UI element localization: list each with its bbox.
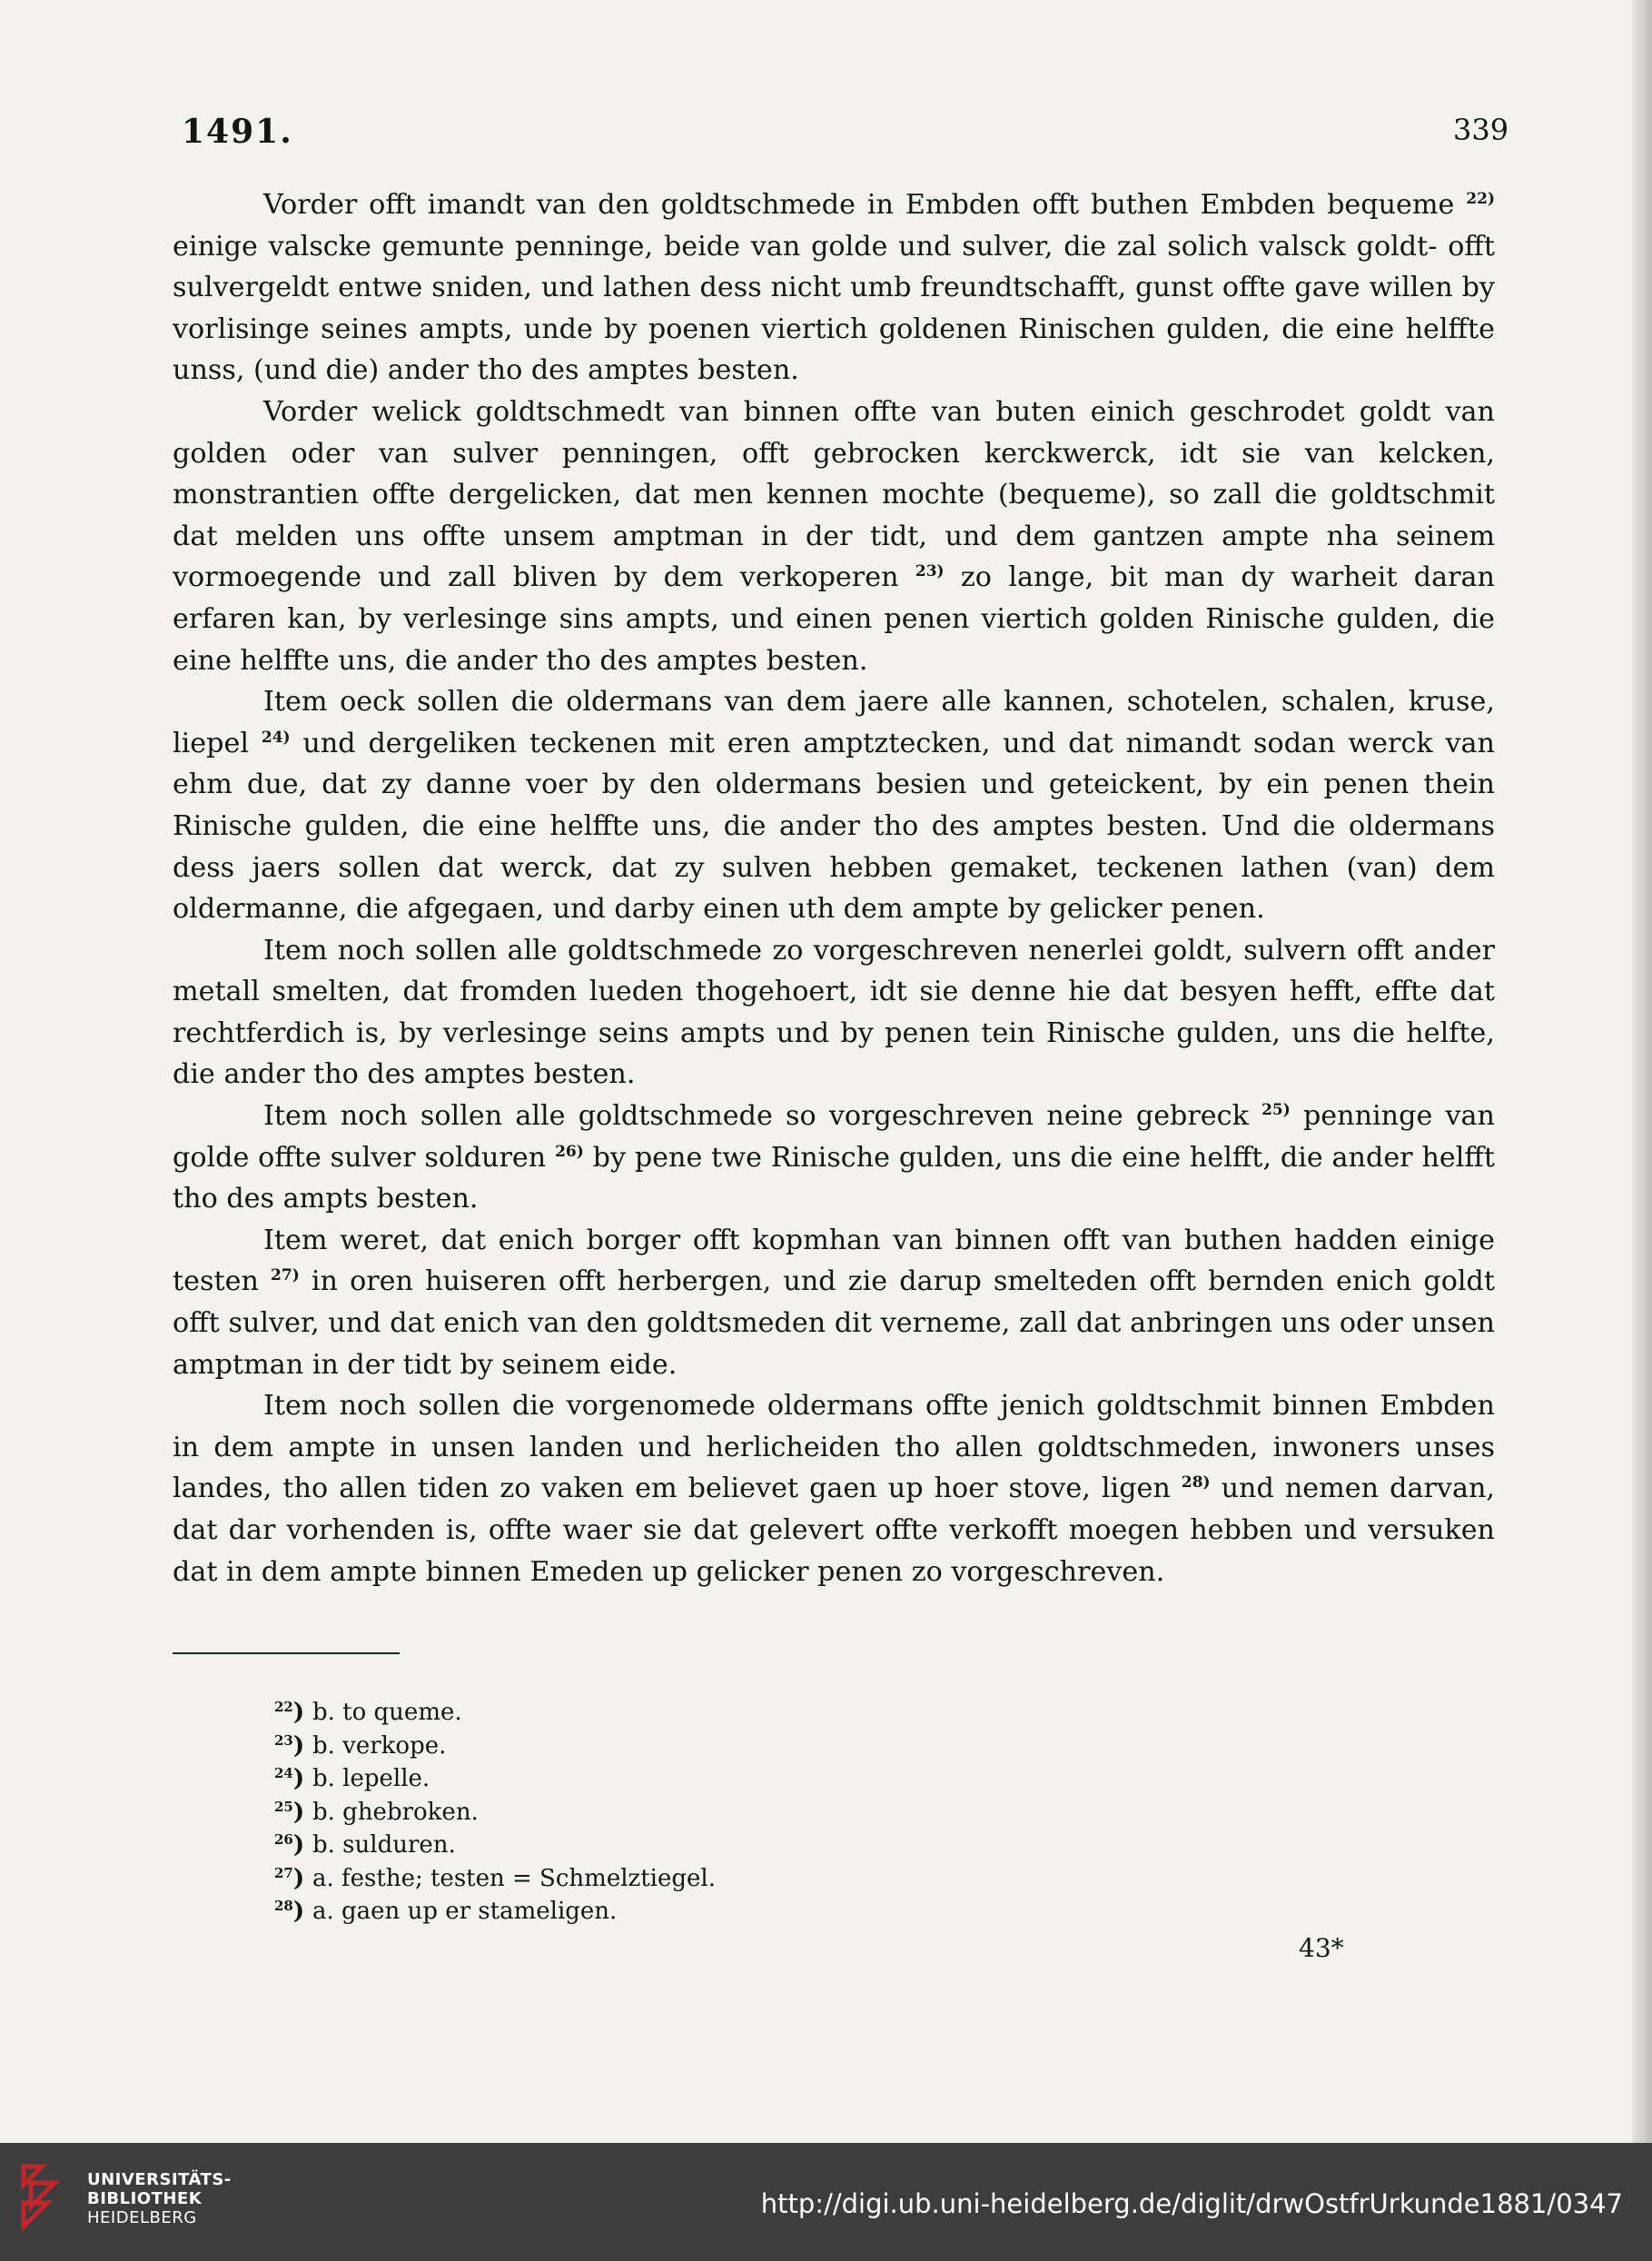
footnote-ref[interactable]: 25): [1261, 1101, 1291, 1120]
footnote-text: b. ghebroken.: [312, 1798, 479, 1826]
paragraph-text: Item noch sollen alle goldtschmede so vorgeschreven neine gebreck: [263, 1100, 1262, 1133]
paragraph-text: zo lange, bit man dy warheit daran erfaren kan, by verlesinge sins ampts, und einen penen viertich golden Rinische gulden, die eine helffte uns, die ander tho des amptes besten.: [173, 561, 1495, 677]
footnote-ref[interactable]: 24): [261, 728, 291, 747]
paragraph: [173, 1385, 1495, 1592]
paragraph-text: in oren huiseren offt herbergen, und zie darup smelteden offt bernden enich goldt offt sulver, und dat enich van den goldtsmeden dit verneme, zall dat anbringen uns oder unsen amptman in der tidt by seinem eide.: [173, 1265, 1495, 1381]
footer-bar: [0, 2143, 1652, 2261]
footnote-text: b. lepelle.: [312, 1765, 430, 1792]
footnote: [274, 1762, 716, 1796]
footnote-ref[interactable]: 23): [915, 562, 945, 581]
footnote: [274, 1696, 716, 1730]
paragraph-text: penninge van golde offte sulver solduren: [173, 1100, 1495, 1174]
footnote-number: $^{25}$): [274, 1798, 305, 1826]
paragraph-text: und nemen darvan, dat dar vorhenden is, offte waer sie dat gelevert offte verkofft moegen hebben und versuken dat in dem ampte binnen Emeden up gelicker penen zo vorgeschreven.: [173, 1473, 1495, 1588]
library-logo-icon[interactable]: [18, 2163, 64, 2236]
paragraph-text: Item weret, dat enich borger offt kopmhan van binnen offt van buthen hadden einige testen: [173, 1224, 1495, 1298]
paragraph-text: by pene twe Rinische gulden, uns die eine helfft, die ander helfft tho des ampts besten.: [173, 1141, 1495, 1215]
footnotes: [274, 1696, 716, 1929]
footnote-ref[interactable]: 26): [555, 1142, 584, 1161]
library-name-line-2: BIBLIOTHEK: [87, 2189, 203, 2208]
footnote-text: b. verkope.: [312, 1731, 447, 1760]
paragraph-text: Vorder offt imandt van den goldtschmede in Embden offt buthen Embden bequeme: [263, 189, 1467, 221]
paragraph-text: und dergeliken teckenen mit eren amptztecken, und dat nimandt sodan werck van ehm due, dat zy danne voer by den oldermans besien und geteickent, by ein penen thein Rinische gulden, die eine helffte uns, die ander tho des amptes besten. Und die oldermans dess jaers sollen dat werck, dat zy sulven hebben gemaket, teckenen lathen (van) dem oldermanne, die afgegaen, und darby einen uth dem ampte by gelicker penen.: [173, 727, 1495, 926]
paragraph: [173, 392, 1495, 681]
footnote-ref[interactable]: 22): [1466, 190, 1495, 208]
library-name-line-1: UNIVERSITÄTS-: [87, 2170, 232, 2189]
paragraph-text: Item noch sollen die vorgenomede oldermans offte jenich goldtschmit binnen Embden in dem ampte in unsen landen und herlicheiden tho allen goldtschmeden, inwoners unses landes, tho allen tiden zo vaken em believet gaen up hoer stove, ligen: [173, 1390, 1495, 1505]
paragraph-text: Item oeck sollen die oldermans van dem jaere alle kannen, schotelen, schalen, kruse, liepel: [173, 686, 1495, 759]
paragraph-text: Vorder welick goldtschmedt van binnen offte van buten einich geschrodet goldt van golden oder van sulver penningen, offt gebrocken kerckwerck, idt sie van kelcken, monstrantien offte dergelicken, dat men kennen mochte (bequeme), so zall die goldtschmit dat melden uns offte unsem amptman in der tidt, und dem gantzen ampte nha seinem vormoegende und zall bliven by dem verkoperen: [173, 395, 1495, 594]
main-text: [173, 184, 1495, 1592]
footnote-ref[interactable]: 27): [271, 1266, 300, 1285]
footnote-number: $^{26}$): [274, 1831, 305, 1859]
footnote: [274, 1829, 716, 1862]
paragraph-text: einige valscke gemunte penninge, beide van golde und sulver, die zal solich valsck goldt- offt sulvergeldt entwe sniden, und lathen dess nicht umb freundtschafft, gunst offte gave willen by vorlisinge seines ampts, unde by poenen viertich goldenen Rinischen gulden, die eine helffte unss, (und die) ander tho des amptes besten.: [173, 230, 1495, 387]
footnote-number: $^{24}$): [274, 1765, 305, 1792]
footnote-text: b. sulduren.: [312, 1831, 456, 1859]
footnote: [274, 1730, 716, 1763]
footnote-number: $^{28}$): [274, 1898, 305, 1925]
footnote-text: a. festhe; testen = Schmelztiegel.: [312, 1864, 716, 1892]
footnote-ref[interactable]: 28): [1181, 1473, 1211, 1492]
page-fold-shadow: [1632, 0, 1652, 2143]
paragraph: [173, 681, 1495, 930]
permalink-url[interactable]: http://digi.ub.uni-heidelberg.de/diglit/drwOstfrUrkunde1881/0347: [760, 2188, 1623, 2219]
signature-mark: 43*: [1299, 1933, 1344, 1963]
footnote-rule: [173, 1652, 400, 1654]
footnote-number: $^{22}$): [274, 1699, 305, 1726]
page-number: 339: [1453, 113, 1509, 147]
paragraph-text: Item noch sollen alle goldtschmede zo vorgeschreven nenerlei goldt, sulvern offt ander metall smelten, dat fromden lueden thogehoert, idt sie denne hie dat besyen hefft, effte dat rechtferdich is, by verlesinge seins ampts und by penen tein Rinische gulden, uns die helfte, die ander tho des amptes besten.: [173, 934, 1495, 1091]
footnote: [274, 1862, 716, 1896]
paragraph: [173, 184, 1495, 392]
footnote-text: a. gaen up er stameligen.: [312, 1898, 618, 1925]
footnote-text: b. to queme.: [312, 1699, 462, 1726]
footnote-number: $^{23}$): [274, 1731, 305, 1760]
paragraph: [173, 1096, 1495, 1220]
paragraph: [173, 1220, 1495, 1385]
library-name: [87, 2170, 232, 2227]
paragraph: [173, 930, 1495, 1096]
library-name-line-3: HEIDELBERG: [87, 2208, 197, 2227]
running-header-year: 1491.: [182, 113, 293, 151]
footnote: [274, 1895, 716, 1929]
footnote: [274, 1796, 716, 1830]
footnote-number: $^{27}$): [274, 1864, 305, 1892]
